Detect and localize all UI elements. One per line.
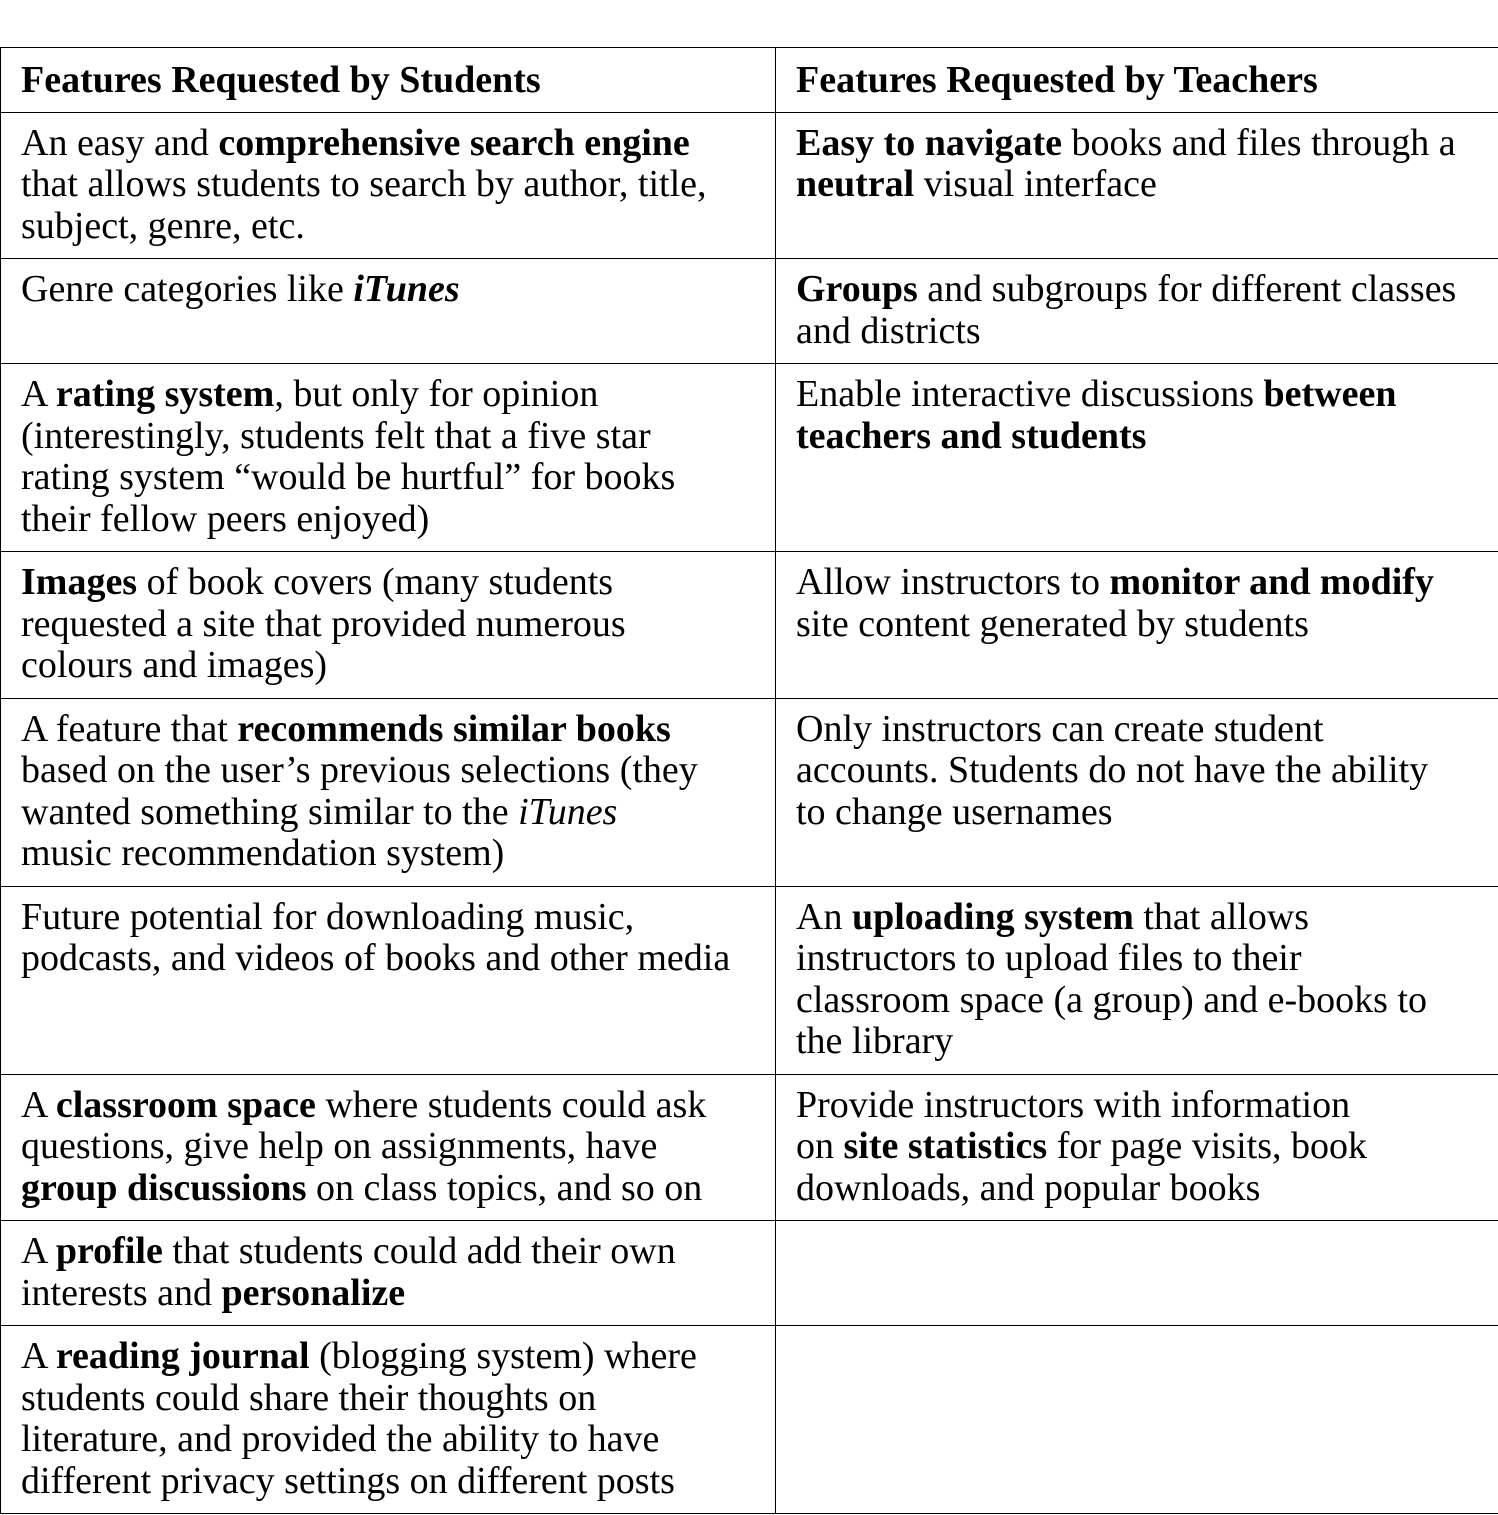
text-segment: the library (796, 1020, 954, 1062)
text-segment: An (796, 895, 852, 938)
table-row (1, 552, 1498, 699)
table-row (1, 259, 1498, 364)
cell-text-line (21, 938, 767, 980)
table-row (1, 1326, 1498, 1514)
cell-text-line (21, 897, 767, 939)
emphasis-segment: classroom space (55, 1083, 316, 1126)
text-segment: interests and (21, 1271, 222, 1314)
cell-text-line (21, 1231, 767, 1273)
text-segment: Enable interactive discussions (796, 373, 1264, 415)
cell-text-line (796, 897, 1498, 939)
text-segment: Only instructors can create student (796, 707, 1324, 750)
text-segment: An easy and (21, 121, 219, 164)
text-segment: accounts. Students do not have the ability (796, 749, 1429, 791)
text-segment: classroom space (a group) and e-books to (796, 978, 1428, 1021)
emphasis-segment: recommends similar books (237, 707, 671, 750)
teacher-feature-cell (776, 1326, 1498, 1514)
teacher-feature-cell (776, 698, 1498, 886)
emphasis-segment: neutral (796, 163, 915, 205)
cell-text-line (21, 792, 767, 834)
text-segment: that students could add their own (162, 1230, 676, 1272)
cell-text-line (796, 938, 1498, 980)
text-segment: , but only for opinion (274, 373, 599, 415)
header-row (1, 48, 1498, 113)
text-segment: A (21, 1335, 56, 1377)
text-segment: (interestingly, students felt that a five star (21, 414, 651, 457)
emphasis-segment: personalize (221, 1271, 406, 1314)
text-segment: Provide instructors with information (796, 1083, 1351, 1126)
text-segment: on (796, 1125, 844, 1167)
text-segment: rating system “would be hurtful” for books (21, 456, 676, 498)
cell-text-line (21, 709, 767, 751)
student-feature-cell (1, 886, 776, 1074)
text-segment: and subgroups for different classes (917, 268, 1457, 310)
header-students: Features Requested by Students (1, 48, 776, 113)
text-segment: A feature that (21, 707, 238, 750)
student-feature-cell (1, 259, 776, 364)
table-body (1, 112, 1498, 1514)
cell-text-line (796, 164, 1498, 206)
cell-text-line (796, 562, 1498, 604)
text-segment: subject, genre, etc. (21, 204, 305, 247)
text-segment: literature, and provided the ability to have (21, 1418, 660, 1460)
cell-text-line (21, 833, 767, 875)
cell-text-line (796, 1168, 1498, 1210)
cell-text-line (21, 645, 767, 687)
cell-text-line (21, 457, 767, 499)
text-segment: colours and images) (21, 644, 328, 686)
text-segment: students could share their thoughts on (21, 1376, 597, 1419)
table-row (1, 1074, 1498, 1221)
features-table (0, 47, 1498, 1514)
text-segment: to change usernames (796, 790, 1113, 833)
cell-text-line (21, 604, 767, 646)
cell-text-line (21, 1126, 767, 1168)
text-segment: site content generated by students (796, 602, 1309, 645)
emphasis-segment: profile (55, 1230, 163, 1272)
text-segment: their fellow peers enjoyed) (21, 497, 430, 540)
text-segment: (blogging system) where (309, 1335, 697, 1377)
cell-text-line (796, 416, 1498, 458)
text-segment: for page visits, book (1047, 1125, 1367, 1167)
cell-text-line (21, 1168, 767, 1210)
emphasis-segment: comprehensive search engine (218, 121, 690, 164)
student-feature-cell (1, 552, 776, 699)
cell-text-line (21, 1085, 767, 1127)
text-segment: Future potential for downloading music, (21, 895, 635, 938)
teacher-feature-cell (776, 1221, 1498, 1326)
table-row (1, 886, 1498, 1074)
cell-text-line (21, 206, 767, 248)
emphasis-segment: Images (21, 561, 138, 603)
cell-text-line (796, 750, 1498, 792)
cell-text-line (21, 750, 767, 792)
table-row (1, 364, 1498, 552)
text-segment: books and files through a (1062, 121, 1456, 164)
cell-text-line (796, 311, 1498, 353)
cell-text-line (21, 1419, 767, 1461)
text-segment: A (21, 1230, 56, 1272)
table-row (1, 698, 1498, 886)
text-segment: Allow instructors to (796, 561, 1110, 603)
emphasis-segment: monitor and modify (1109, 561, 1434, 603)
cell-text-line (796, 709, 1498, 751)
cell-text-line (21, 416, 767, 458)
emphasis-segment: teachers and students (796, 414, 1147, 457)
teacher-feature-cell (776, 112, 1498, 259)
cell-text-line (796, 604, 1498, 646)
text-segment: where students could ask (315, 1083, 707, 1126)
cell-text-line (796, 1021, 1498, 1063)
emphasis-segment: Groups (796, 268, 918, 310)
cell-text-line (21, 1336, 767, 1378)
cell-text-line (796, 980, 1498, 1022)
cell-text-line (21, 499, 767, 541)
emphasis-segment: Easy to navigate (796, 121, 1062, 164)
teacher-feature-cell (776, 259, 1498, 364)
cell-text-line (21, 562, 767, 604)
text-segment: A (21, 373, 56, 415)
student-feature-cell (1, 1074, 776, 1221)
text-segment: wanted something similar to the (21, 790, 519, 833)
text-segment: questions, give help on assignments, have (21, 1125, 658, 1167)
emphasis-segment: site statistics (843, 1125, 1048, 1167)
text-segment: based on the user’s previous selections (they (21, 749, 698, 791)
cell-text-line (796, 1126, 1498, 1168)
table-row (1, 1221, 1498, 1326)
teacher-feature-cell (776, 1074, 1498, 1221)
cell-text-line (21, 269, 767, 311)
cell-text-line (796, 123, 1498, 165)
cell-text-line (796, 374, 1498, 416)
student-feature-cell (1, 1326, 776, 1514)
text-segment: downloads, and popular books (796, 1166, 1261, 1209)
emphasis-segment: group discussions (21, 1166, 307, 1209)
emphasis-segment: rating system (55, 373, 275, 415)
text-segment: on class topics, and so on (306, 1166, 703, 1209)
cell-text-line (796, 792, 1498, 834)
emphasis-segment: uploading system (851, 895, 1134, 938)
student-feature-cell (1, 698, 776, 886)
text-segment: different privacy settings on different posts (21, 1459, 675, 1502)
text-segment: that allows students to search by author, title, (21, 163, 707, 205)
text-segment: and districts (796, 309, 981, 352)
emphasis-segment: reading journal (55, 1335, 310, 1377)
text-segment: instructors to upload files to their (796, 937, 1302, 979)
teacher-feature-cell (776, 364, 1498, 552)
student-feature-cell (1, 364, 776, 552)
cell-text-line (21, 374, 767, 416)
cell-text-line (21, 1461, 767, 1503)
header-teachers: Features Requested by Teachers (776, 48, 1498, 113)
text-segment: podcasts, and videos of books and other media (21, 937, 731, 979)
cell-text-line (796, 1085, 1498, 1127)
emphasis-segment: between (1263, 373, 1397, 415)
teacher-feature-cell (776, 552, 1498, 699)
student-feature-cell (1, 1221, 776, 1326)
text-segment: visual interface (914, 163, 1157, 205)
cell-text-line (21, 164, 767, 206)
student-feature-cell (1, 112, 776, 259)
emphasis-segment: iTunes (518, 790, 618, 833)
teacher-feature-cell (776, 886, 1498, 1074)
text-segment: of book covers (many students (137, 561, 614, 603)
text-segment: that allows (1133, 895, 1310, 938)
cell-text-line (21, 123, 767, 165)
text-segment: music recommendation system) (21, 832, 505, 874)
cell-text-line (21, 1273, 767, 1315)
text-segment: A (21, 1083, 56, 1126)
text-segment: Genre categories like (21, 268, 354, 310)
cell-text-line (796, 269, 1498, 311)
table-row (1, 112, 1498, 259)
text-segment: requested a site that provided numerous (21, 602, 626, 645)
cell-text-line (21, 1378, 767, 1420)
emphasis-segment: iTunes (353, 268, 460, 310)
